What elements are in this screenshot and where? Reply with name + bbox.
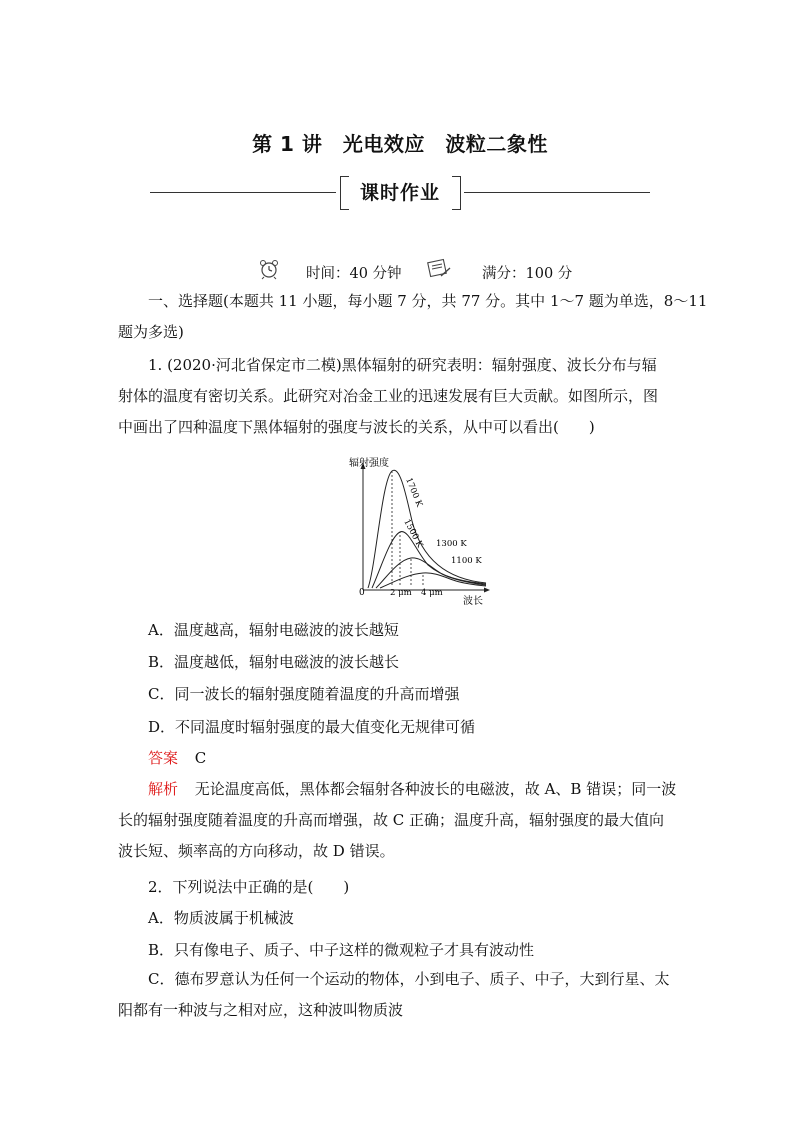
option-c-line: C．德布罗意认为任何一个运动的物体，小到电子、质子、中子，大到行星、太 [148,970,670,988]
score-sheet-icon [426,258,452,280]
instructions-line: 题为多选) [118,323,184,341]
exam-meta [0,258,800,284]
question-2-stem: 2．下列说法中正确的是( ) [148,878,350,896]
y-axis-label: 辐射强度 [349,458,389,469]
q2-option-b: B．只有像电子、质子、中子这样的微观粒子才具有波动性 [148,941,535,959]
instructions-line: 一、选择题(本题共 11 小题，每小题 7 分，共 77 分。其中 1～7 题为单选，8～11 [148,292,708,310]
banner-label: 课时作业 [359,182,440,204]
question-1-stem [118,350,684,443]
stem-line: 射体的温度有密切关系。此研究对冶金工业的迅速发展有巨大贡献。如图所示，图 [118,387,659,405]
q2-option-c [118,964,684,1026]
curve-1700k [368,470,486,588]
analysis-line: 长的辐射强度随着温度的升高而增强，故 C 正确；温度升高，辐射强度的最大值向 [118,811,665,829]
analysis-text: 无论温度高低，黑体都会辐射各种波长的电磁波，故 A、B 错误；同一波 [194,780,677,798]
section-instructions [118,286,708,348]
banner-bracket-right [452,176,461,210]
banner-rule-left [150,192,336,193]
x-tick-label: 4 μm [421,588,443,598]
series-label-1500k: 1500 K [401,517,425,550]
origin-label: 0 [359,588,365,598]
answer-value: C [194,749,207,767]
alarm-clock-icon [258,258,280,280]
x-axis-arrow [484,588,490,593]
stem-line: 1. (2020·河北省保定市二模)黑体辐射的研究表明：辐射强度、波长分布与辐 [148,356,657,374]
banner-rule-right [464,192,650,193]
series-label-1300k: 1300 K [436,539,467,549]
series-label-1100k: 1100 K [451,556,482,566]
x-tick-label: 2 μm [390,588,412,598]
option-d: D．不同温度时辐射强度的最大值变化无规律可循 [148,718,476,736]
full-score: 满分：100 分 [482,266,573,282]
analysis-line: 波长短、频率高的方向移动，故 D 错误。 [118,842,395,860]
series-label-1700k: 1700 K [403,476,424,509]
answer-label: 答案 [148,749,179,767]
stem-line: 中画出了四种温度下黑体辐射的强度与波长的关系，从中可以看出( ) [118,418,595,436]
answer-line [148,747,206,768]
analysis-line [118,774,684,805]
blackbody-radiation-chart [340,455,500,607]
time-limit: 时间：40 分钟 [306,266,402,282]
option-b: B．温度越低，辐射电磁波的波长越长 [148,653,400,671]
x-axis-label: 波长 [463,596,483,607]
option-a: A．温度越高，辐射电磁波的波长越短 [148,621,399,639]
q2-option-a: A．物质波属于机械波 [148,909,294,927]
section-banner [150,172,650,212]
page-title: 第 1 讲 光电效应 波粒二象性 [252,132,548,156]
option-c: C．同一波长的辐射强度随着温度的升高而增强 [148,685,460,703]
analysis [118,774,684,867]
analysis-label: 解析 [148,780,179,798]
option-c-line: 阳都有一种波与之相对应，这种波叫物质波 [118,1001,404,1019]
